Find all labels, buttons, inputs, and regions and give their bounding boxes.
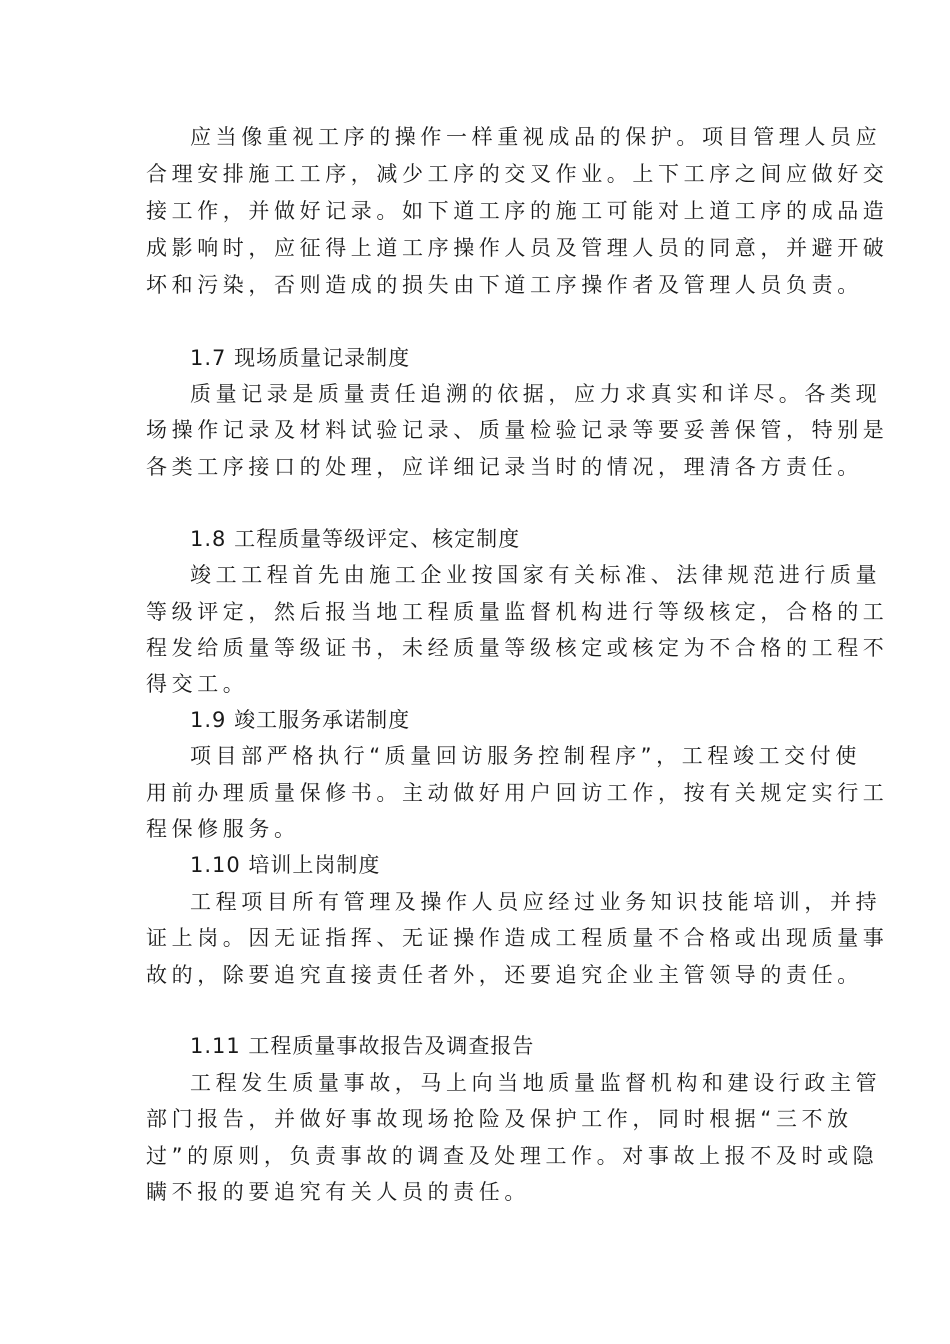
paragraph-line: 用前办理质量保修书。主动做好用户回访工作，按有关规定实行工 — [146, 781, 889, 805]
paragraph-line: 工程项目所有管理及操作人员应经过业务知识技能培训，并持 — [190, 890, 882, 914]
section-heading: 1.10 培训上岗制度 — [190, 853, 381, 877]
paragraph-line: 故的，除要追究直接责任者外，还要追究企业主管领导的责任。 — [146, 963, 863, 987]
paragraph-line: 程保修服务。 — [146, 817, 300, 841]
paragraph-line: 成影响时，应征得上道工序操作人员及管理人员的同意，并避开破 — [146, 236, 889, 260]
paragraph-line: 坏和污染，否则造成的损失由下道工序操作者及管理人员负责。 — [146, 273, 863, 297]
paragraph-line: 质量记录是质量责任追溯的依据，应力求真实和详尽。各类现 — [190, 382, 882, 406]
paragraph-line: 部门报告，并做好事故现场抢险及保护工作，同时根据“三不放 — [146, 1107, 853, 1131]
paragraph-line: 竣工工程首先由施工企业按国家有关标准、法律规范进行质量 — [190, 563, 882, 587]
paragraph-line: 场操作记录及材料试验记录、质量检验记录等要妥善保管，特别是 — [146, 418, 889, 442]
paragraph-line: 瞒不报的要追究有关人员的责任。 — [146, 1180, 530, 1204]
paragraph-line: 应当像重视工序的操作一样重视成品的保护。项目管理人员应 — [190, 125, 882, 149]
paragraph-line: 各类工序接口的处理，应详细记录当时的情况，理清各方责任。 — [146, 455, 863, 479]
paragraph-line: 合理安排施工工序，减少工序的交叉作业。上下工序之间应做好交 — [146, 162, 889, 186]
paragraph-line: 项目部严格执行“质量回访服务控制程序”，工程竣工交付使 — [190, 744, 861, 768]
paragraph-line: 得交工。 — [146, 672, 249, 696]
section-heading: 1.11 工程质量事故报告及调查报告 — [190, 1034, 535, 1058]
paragraph-line: 等级评定，然后报当地工程质量监督机构进行等级核定，合格的工 — [146, 600, 889, 624]
paragraph-line: 程发给质量等级证书，未经质量等级核定或核定为不合格的工程不 — [146, 636, 889, 660]
paragraph-line: 工程发生质量事故，马上向当地质量监督机构和建设行政主管 — [190, 1071, 882, 1095]
paragraph-line: 接工作，并做好记录。如下道工序的施工可能对上道工序的成品造 — [146, 199, 889, 223]
paragraph-line: 过”的原则，负责事故的调查及处理工作。对事故上报不及时或隐 — [146, 1144, 879, 1168]
section-heading: 1.7 现场质量记录制度 — [190, 346, 411, 370]
section-heading: 1.9 竣工服务承诺制度 — [190, 708, 411, 732]
paragraph-line: 证上岗。因无证指挥、无证操作造成工程质量不合格或出现质量事 — [146, 926, 889, 950]
section-heading: 1.8 工程质量等级评定、核定制度 — [190, 527, 521, 551]
